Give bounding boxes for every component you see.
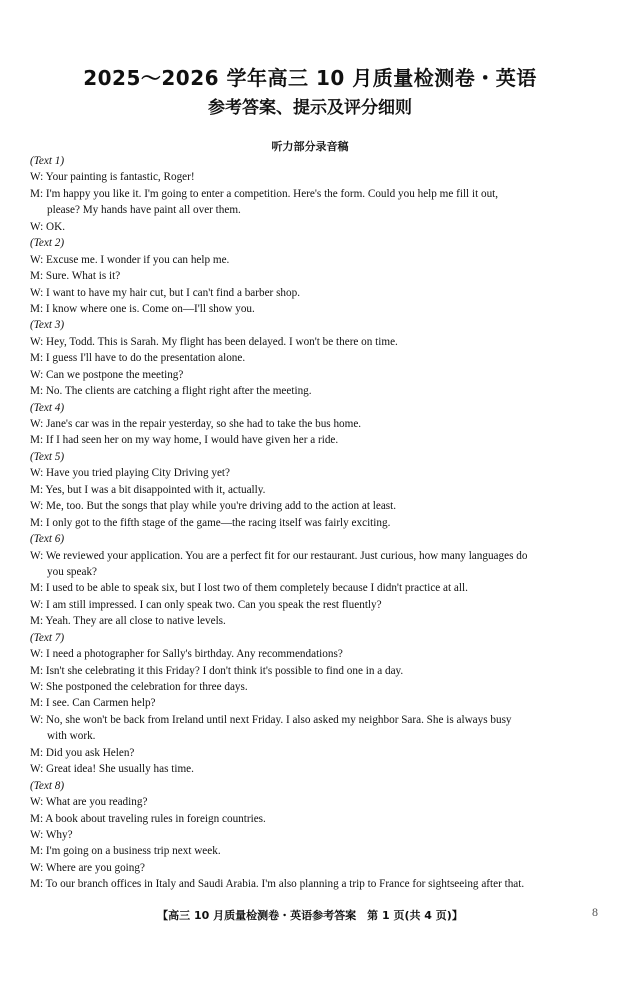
- transcript-line: W: Why?: [30, 828, 73, 841]
- transcript-line: W: We reviewed your application. You are a perfect fit for our restaurant. Just curious, how many languages do: [30, 549, 528, 562]
- transcript-line: M: I know where one is. Come on—I'll show you.: [30, 302, 255, 315]
- transcript-line: M: To our branch offices in Italy and Saudi Arabia. I'm also planning a trip to France for sightseeing after that.: [30, 878, 525, 891]
- text-label: (Text 7): [30, 631, 65, 644]
- text-label: (Text 8): [30, 779, 65, 792]
- transcript-line: W: Where are you going?: [30, 861, 145, 874]
- transcript-line: M: Sure. What is it?: [30, 270, 121, 283]
- text-label: (Text 5): [30, 450, 65, 463]
- page-subtitle: 参考答案、提示及评分细则: [208, 98, 412, 118]
- transcript-line: W: Great idea! She usually has time.: [30, 763, 194, 776]
- transcript-body: [30, 153, 598, 893]
- transcript-line: W: I am still impressed. I can only speak two. Can you speak the rest fluently?: [30, 598, 382, 611]
- transcript-line: W: Hey, Todd. This is Sarah. My flight has been delayed. I won't be there on time.: [30, 335, 398, 348]
- transcript-line: M: I only got to the fifth stage of the game—the racing itself was fairly exciting.: [30, 516, 391, 529]
- transcript-line: you speak?: [47, 565, 98, 578]
- transcript-line: M: Isn't she celebrating it this Friday? I don't think it's possible to find one in a day.: [30, 664, 404, 677]
- transcript-line: with work.: [47, 730, 96, 743]
- text-label: (Text 3): [30, 319, 65, 332]
- transcript-line: M: I'm happy you like it. I'm going to enter a competition. Here's the form. Could you help me fill it out,: [30, 187, 499, 200]
- page-mark: 8: [592, 905, 598, 919]
- transcript-line: W: She postponed the celebration for three days.: [30, 681, 248, 693]
- transcript-line: W: Me, too. But the songs that play while you're driving add to the action at least.: [30, 500, 397, 513]
- section-title: 听力部分录音稿: [271, 140, 349, 153]
- transcript-line: M: Yes, but I was a bit disappointed with it, actually.: [30, 483, 266, 496]
- transcript-line: W: OK.: [30, 220, 66, 233]
- transcript-line: M: I guess I'll have to do the presentation alone.: [30, 352, 246, 365]
- transcript-line: W: Jane's car was in the repair yesterday, so she had to take the bus home.: [30, 418, 362, 430]
- transcript-line: W: Excuse me. I wonder if you can help me.: [30, 253, 230, 266]
- transcript-line: M: If I had seen her on my way home, I would have given her a ride.: [30, 434, 339, 447]
- page-title: 2025～2026 学年高三 10 月质量检测卷・英语: [83, 66, 537, 90]
- transcript-line: M: I used to be able to speak six, but I lost two of them completely because I didn't practice at all.: [30, 582, 468, 595]
- transcript-line: M: No. The clients are catching a flight right after the meeting.: [30, 385, 312, 398]
- transcript-line: W: Can we postpone the meeting?: [30, 368, 184, 381]
- text-label: (Text 4): [30, 401, 65, 414]
- transcript-line: M: A book about traveling rules in foreign countries.: [30, 812, 266, 825]
- transcript-line: M: Yeah. They are all close to native levels.: [30, 615, 226, 628]
- transcript-line: W: What are you reading?: [30, 796, 148, 809]
- text-label: (Text 1): [30, 155, 65, 167]
- page-footer: 【高三 10 月质量检测卷・英语参考答案 第 1 页(共 4 页)】: [157, 909, 463, 922]
- transcript-line: W: Have you tried playing City Driving yet?: [30, 467, 230, 480]
- transcript-line: M: I'm going on a business trip next week.: [30, 845, 221, 858]
- text-label: (Text 2): [30, 237, 65, 250]
- transcript-line: please? My hands have paint all over them.: [47, 204, 241, 217]
- transcript-line: W: Your painting is fantastic, Roger!: [30, 171, 195, 184]
- text-label: (Text 6): [30, 533, 65, 546]
- transcript-line: W: I need a photographer for Sally's birthday. Any recommendations?: [30, 648, 343, 661]
- transcript-line: M: I see. Can Carmen help?: [30, 697, 156, 710]
- transcript-line: M: Did you ask Helen?: [30, 746, 135, 759]
- transcript-line: W: I want to have my hair cut, but I can't find a barber shop.: [30, 286, 301, 299]
- transcript-line: W: No, she won't be back from Ireland until next Friday. I also asked my neighbor Sara. She is always busy: [30, 713, 512, 726]
